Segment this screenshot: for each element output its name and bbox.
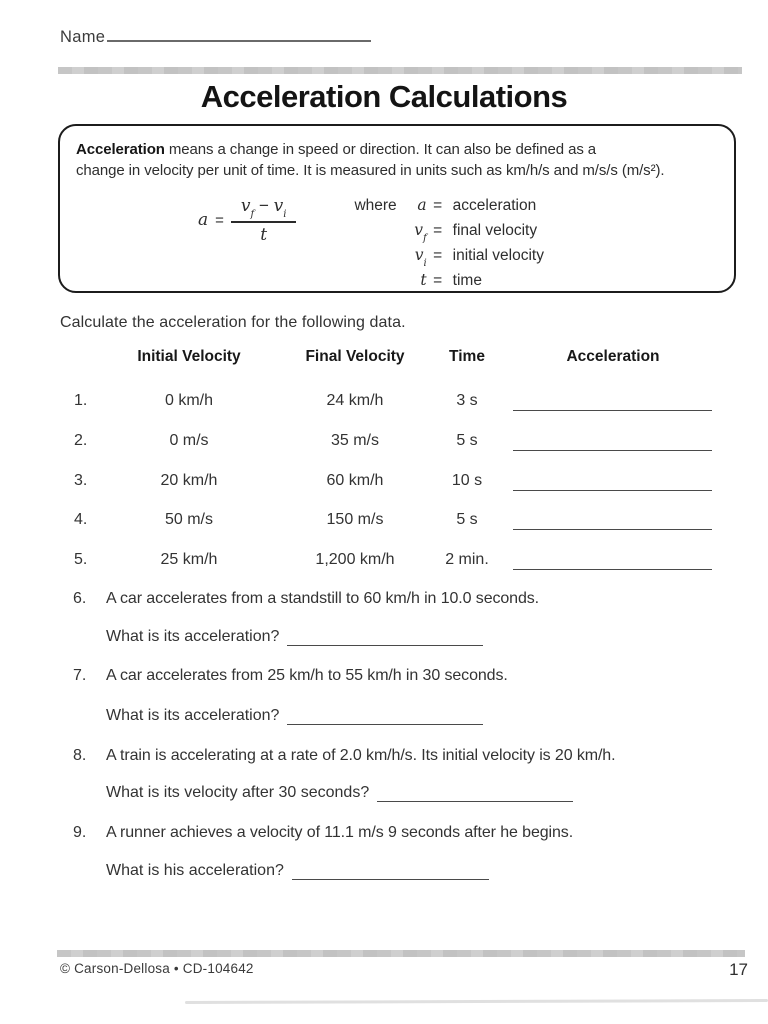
formula-vf: v [240,195,251,216]
question-statement: A car accelerates from 25 km/h to 55 km/h in 30 seconds. [106,667,508,684]
question-answer-blank[interactable] [287,628,483,646]
legend-symbol: $v_i$ [414,245,427,269]
table-header-final-velocity: Final Velocity [305,348,405,365]
final-velocity-value: 1,200 km/h [315,551,395,568]
definition-line-1-rest: means a change in speed or direction. It can also be defined as a [164,141,597,158]
where-legend-group [354,196,544,296]
page-number: 17 [729,960,748,979]
time-value: 5 s [456,432,478,449]
formula-fraction [231,196,297,245]
symbol-legend [405,196,544,296]
definition-line-1 [76,139,718,160]
row-number: 4. [74,511,88,528]
table-row [0,432,768,454]
initial-velocity-value: 0 m/s [169,432,209,449]
formula-minus: − [258,195,269,215]
name-label: Name [60,28,106,46]
formula-lhs: a [198,210,209,231]
question-statement: A runner achieves a velocity of 11.1 m/s 9 seconds after he begins. [106,824,574,841]
question-prompt-row [106,628,483,646]
formula-denominator: t [260,224,268,245]
definition-term: Acceleration [76,141,165,158]
name-blank-line[interactable] [107,28,371,42]
table-header-acceleration: Acceleration [566,348,660,365]
acceleration-formula [198,196,296,245]
table-row [0,472,768,494]
definition-paragraph [76,139,718,182]
definition-line-2: change in velocity per unit of time. It is measured in units such as km/h/s and m/s/s (m/s²). [76,162,665,180]
row-number: 3. [74,472,88,489]
legend-symbol: $v_f$ [414,220,427,244]
footer-credit: © Carson-Dellosa • CD-104642 [60,961,254,976]
table-header-time: Time [449,348,485,365]
question-prompt-row [106,707,483,725]
formula-equals: = [215,211,224,229]
final-velocity-value: 35 m/s [330,432,379,449]
legend-meaning: acceleration [452,196,537,214]
time-value: 10 s [451,472,483,489]
legend-equals: = [433,271,443,289]
row-number: 2. [74,432,88,449]
legend-meaning: initial velocity [452,246,544,264]
name-field-row [60,28,371,47]
acceleration-answer-blank[interactable] [513,511,712,530]
legend-symbol: a [417,195,427,214]
row-number: 5. [74,551,88,568]
question-statement: A train is accelerating at a rate of 2.0 km/h/s. Its initial velocity is 20 km/h. [106,747,616,764]
top-divider-bar [58,67,742,74]
question-prompt: What is his acceleration? [106,862,284,879]
page-edge-shadow [185,999,768,1004]
legend-equals: = [433,221,443,239]
formula-numerator [231,196,297,223]
table-header-initial-velocity: Initial Velocity [137,348,241,365]
acceleration-answer-blank[interactable] [513,432,712,451]
question-answer-blank[interactable] [292,862,489,880]
initial-velocity-value: 50 m/s [164,511,213,528]
instruction-text: Calculate the acceleration for the following data. [60,314,406,331]
formula-vi: v [273,195,284,216]
formula-vi-sub: i [283,208,287,220]
footer-divider-bar [57,950,745,957]
initial-velocity-value: 25 km/h [160,551,218,568]
table-header-row [0,348,768,368]
question-prompt: What is its velocity after 30 seconds? [106,784,370,801]
question-number: 7. [73,667,87,684]
question-number: 8. [73,747,87,764]
table-row [0,392,768,414]
definition-box [58,124,736,293]
final-velocity-value: 24 km/h [326,392,384,409]
question-number: 9. [73,824,87,841]
where-label: where [354,196,397,214]
final-velocity-value: 60 km/h [326,472,384,489]
formula-vf-sub: f [250,208,255,220]
question-prompt: What is its acceleration? [106,707,280,724]
final-velocity-value: 150 m/s [326,511,384,528]
page-title: Acceleration Calculations [200,79,568,114]
legend-equals: = [433,246,443,264]
initial-velocity-value: 0 km/h [164,392,213,409]
question-answer-blank[interactable] [287,707,483,725]
table-row [0,511,768,533]
initial-velocity-value: 20 km/h [160,472,218,489]
question-prompt-row [106,862,489,880]
row-number: 1. [74,392,88,409]
acceleration-answer-blank[interactable] [513,392,712,411]
legend-equals: = [433,196,443,214]
question-prompt: What is its acceleration? [106,628,280,645]
formula-row [76,196,718,296]
time-value: 5 s [456,511,478,528]
legend-symbol: t [420,270,427,289]
acceleration-answer-blank[interactable] [513,472,712,491]
question-statement: A car accelerates from a standstill to 60 km/h in 10.0 seconds. [106,590,540,607]
acceleration-answer-blank[interactable] [513,551,712,570]
question-answer-blank[interactable] [377,784,573,802]
time-value: 2 min. [445,551,489,568]
table-row [0,551,768,573]
legend-meaning: final velocity [452,221,538,239]
legend-meaning: time [452,271,482,289]
time-value: 3 s [456,392,478,409]
question-number: 6. [73,590,87,607]
question-prompt-row [106,784,573,802]
